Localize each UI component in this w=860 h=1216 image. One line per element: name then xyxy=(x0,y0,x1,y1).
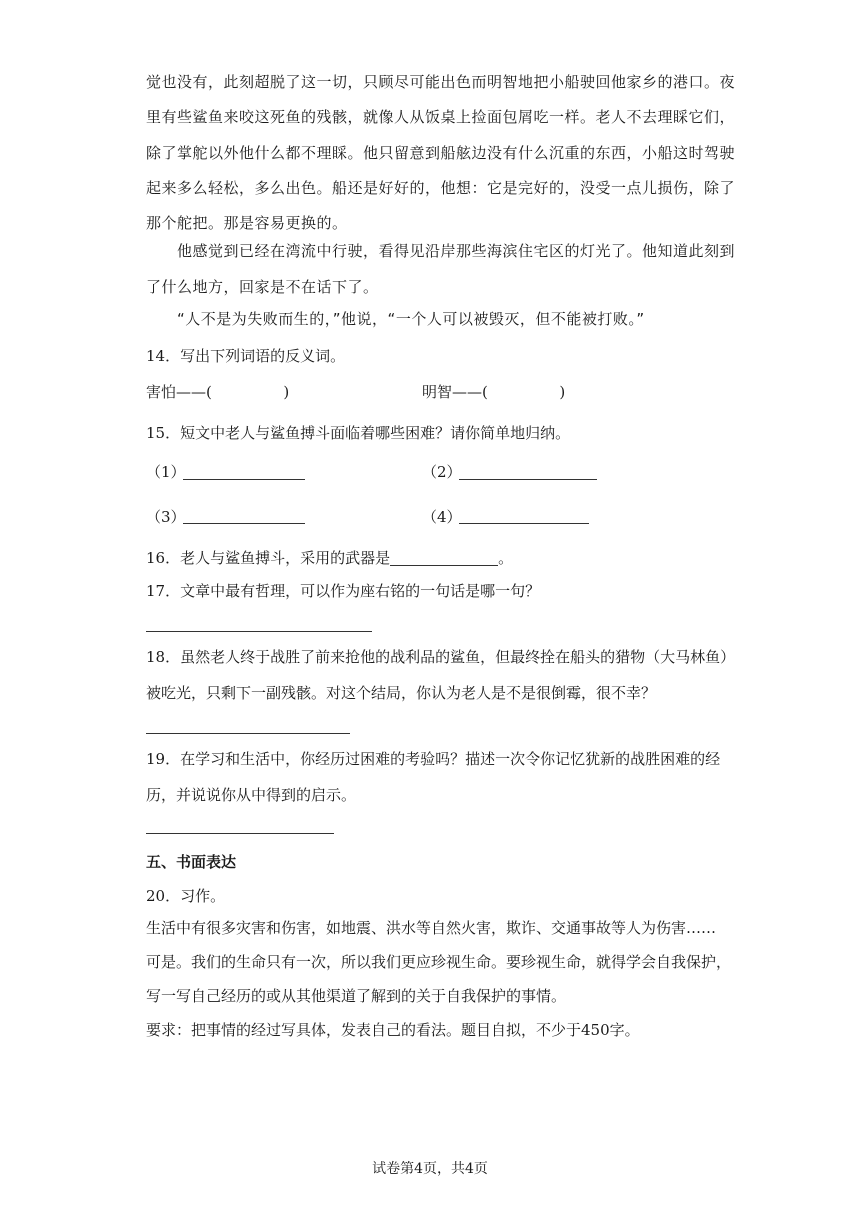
page-footer: 试卷第4页，共4页 xyxy=(372,1161,488,1177)
q17-answer[interactable] xyxy=(146,631,372,632)
q20-line: 写一写自己经历的或从其他渠道了解到的关于自我保护的事情。 xyxy=(146,987,567,1005)
passage-line: 除了掌舵以外他什么都不理睬。他只留意到船舷边没有什么沉重的东西，小船这时驾驶 xyxy=(146,144,736,162)
q20-requirement: 要求：把事情的经过写具体，发表自己的看法。题目自拟，不少于450字。 xyxy=(146,1021,640,1039)
q14-item-2-label: 明智——( xyxy=(422,383,488,401)
passage-quote: “人不是为失败而生的，”他说，“一个人可以被毁灭，但不能被打败。” xyxy=(146,310,645,328)
q15-answer-4[interactable] xyxy=(459,523,589,524)
q16-answer[interactable] xyxy=(390,549,498,566)
q15-label-1: （1） xyxy=(146,463,186,481)
q14-item-2 xyxy=(422,382,565,402)
question-14: 14．写出下列词语的反义词。 xyxy=(146,347,346,365)
passage-line: 里有些鲨鱼来咬这死鱼的残骸，就像人从饭桌上捡面包屑吃一样。老人不去理睬它们， xyxy=(146,108,736,126)
question-16 xyxy=(146,548,513,568)
q19-answer[interactable] xyxy=(146,833,334,834)
q20-line: 生活中有很多灾害和伤害，如地震、洪水等自然火害，欺诈、交通事故等人为伤害…… xyxy=(146,919,717,937)
q14-item-1-label: 害怕——( xyxy=(146,383,212,401)
question-18-line: 被吃光，只剩下一副残骸。对这个结局，你认为老人是不是很倒霉，很不幸？ xyxy=(146,684,657,702)
passage-line: 了什么地方，回家是不在话下了。 xyxy=(146,278,379,296)
question-20: 20．习作。 xyxy=(146,887,226,905)
question-19-line: 19．在学习和生活中，你经历过困难的考验吗？描述一次令你记忆犹新的战胜困难的经 xyxy=(146,750,721,768)
q16-text: 16．老人与鲨鱼搏斗，采用的武器是 xyxy=(146,549,391,567)
q15-answer-1[interactable] xyxy=(183,479,305,480)
q14-item-2-close: ) xyxy=(559,383,566,401)
q15-label-3: （3） xyxy=(146,508,186,526)
passage-line: 他感觉到已经在湾流中行驶，看得见沿岸那些海滨住宅区的灯光了。他知道此刻到 xyxy=(146,242,736,260)
section-heading: 五、书面表达 xyxy=(146,853,237,871)
q15-label-4: （4） xyxy=(422,508,462,526)
passage-line: 起来多么轻松，多么出色。船还是好好的，他想：它是完好的，没受一点儿损伤，除了 xyxy=(146,179,736,197)
q15-answer-3[interactable] xyxy=(183,523,305,524)
question-18-line: 18．虽然老人终于战胜了前来抢他的战利品的鲨鱼，但最终拴在船头的猎物（大马林鱼） xyxy=(146,648,736,666)
question-19-line: 历，并说说你从中得到的启示。 xyxy=(146,786,357,804)
q16-end: 。 xyxy=(498,549,514,567)
q15-label-2: （2） xyxy=(422,463,462,481)
q14-item-1-close: ) xyxy=(283,383,290,401)
passage-line: 那个舵把。那是容易更换的。 xyxy=(146,214,348,232)
q15-answer-2[interactable] xyxy=(459,479,597,480)
question-17: 17．文章中最有哲理，可以作为座右铭的一句话是哪一句？ xyxy=(146,582,541,600)
q18-answer[interactable] xyxy=(146,733,350,734)
q14-item-1 xyxy=(146,382,289,402)
question-15: 15．短文中老人与鲨鱼搏斗面临着哪些困难？请你简单地归纳。 xyxy=(146,424,571,442)
passage-line: 觉也没有，此刻超脱了这一切，只顾尽可能出色而明智地把小船驶回他家乡的港口。夜 xyxy=(146,73,736,91)
q20-line: 可是。我们的生命只有一次，所以我们更应珍视生命。要珍视生命，就得学会自我保护， xyxy=(146,953,732,971)
